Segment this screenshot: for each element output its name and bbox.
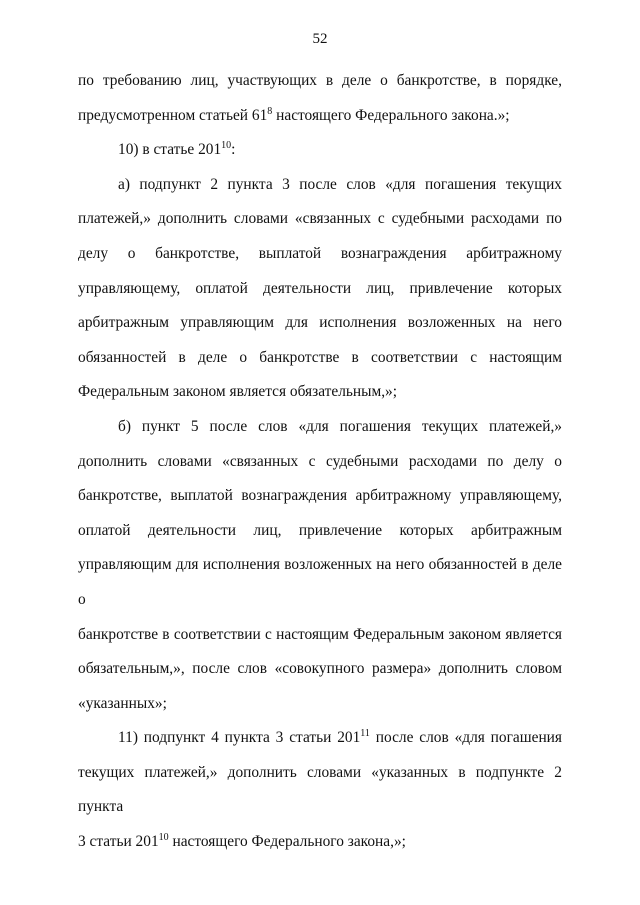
text-run: Федеральным законом является обязательным,»; — [78, 383, 398, 401]
page-number: 52 — [312, 31, 328, 47]
text-run: 3 статьи 201 — [78, 833, 159, 851]
text-run: настоящего Федерального закона.»; — [272, 106, 510, 124]
superscript: 11 — [360, 728, 370, 740]
superscript: 8 — [267, 105, 273, 117]
text-run: обязательным,», после слов «совокупного размера» дополнить словом — [78, 660, 562, 678]
text-run: банкротстве, выплатой вознаграждения арбитражному управляющему, — [78, 487, 562, 505]
document-line — [78, 133, 562, 168]
text-run: 10) в статье 201 — [118, 141, 222, 159]
text-run: платежей,» дополнить словами «связанных с судебными расходами по — [78, 210, 562, 228]
text-run: настоящего Федерального закона,»; — [168, 833, 406, 851]
document-line — [78, 687, 562, 722]
document-line — [78, 618, 562, 653]
superscript: 10 — [221, 140, 232, 152]
text-run: обязанностей в деле о банкротстве в соответствии с настоящим — [78, 348, 562, 366]
text-run: делу о банкротстве, выплатой вознаграждения арбитражному — [78, 244, 562, 262]
document-line — [78, 721, 562, 756]
text-run: б) пункт 5 после слов «для погашения текущих платежей,» — [118, 417, 562, 435]
text-run: после слов «для погашения — [369, 729, 562, 747]
text-run: банкротстве в соответствии с настоящим Федеральным законом является — [78, 625, 562, 643]
text-run: оплатой деятельности лиц, привлечение которых арбитражным — [78, 521, 562, 539]
text-run: по требованию лиц, участвующих в деле о банкротстве, в порядке, — [78, 72, 562, 89]
document-line — [78, 237, 562, 272]
document-body — [78, 64, 562, 860]
document-line — [78, 306, 562, 341]
text-run: текущих платежей,» дополнить словами «указанных в подпункте 2 пункта — [78, 763, 562, 816]
text-run: «указанных»; — [78, 694, 167, 712]
document-line — [78, 410, 562, 445]
text-run: 11) подпункт 4 пункта 3 статьи 201 — [118, 729, 361, 747]
text-run: предусмотренном статьей 61 — [78, 106, 268, 124]
text-run: управляющим для исполнения возложенных на него обязанностей в деле о — [78, 556, 562, 608]
document-line — [78, 548, 562, 617]
document-line — [78, 445, 562, 480]
document-line — [78, 272, 562, 307]
document-line — [78, 341, 562, 376]
text-run: арбитражным управляющим для исполнения возложенных на него — [78, 314, 562, 332]
document-line — [78, 479, 562, 514]
document-line — [78, 652, 562, 687]
text-run: : — [231, 141, 236, 159]
document-line — [78, 202, 562, 237]
document-line — [78, 99, 562, 134]
document-line — [78, 375, 562, 410]
superscript: 10 — [158, 832, 169, 844]
text-run: а) подпункт 2 пункта 3 после слов «для погашения текущих — [118, 175, 562, 193]
text-run: дополнить словами «связанных с судебными расходами по делу о — [78, 452, 562, 470]
document-line — [78, 756, 562, 825]
document-line — [78, 825, 562, 860]
text-run: управляющему, оплатой деятельности лиц, привлечение которых — [78, 279, 562, 297]
document-line — [78, 64, 562, 99]
document-line — [78, 168, 562, 203]
document-line — [78, 514, 562, 549]
